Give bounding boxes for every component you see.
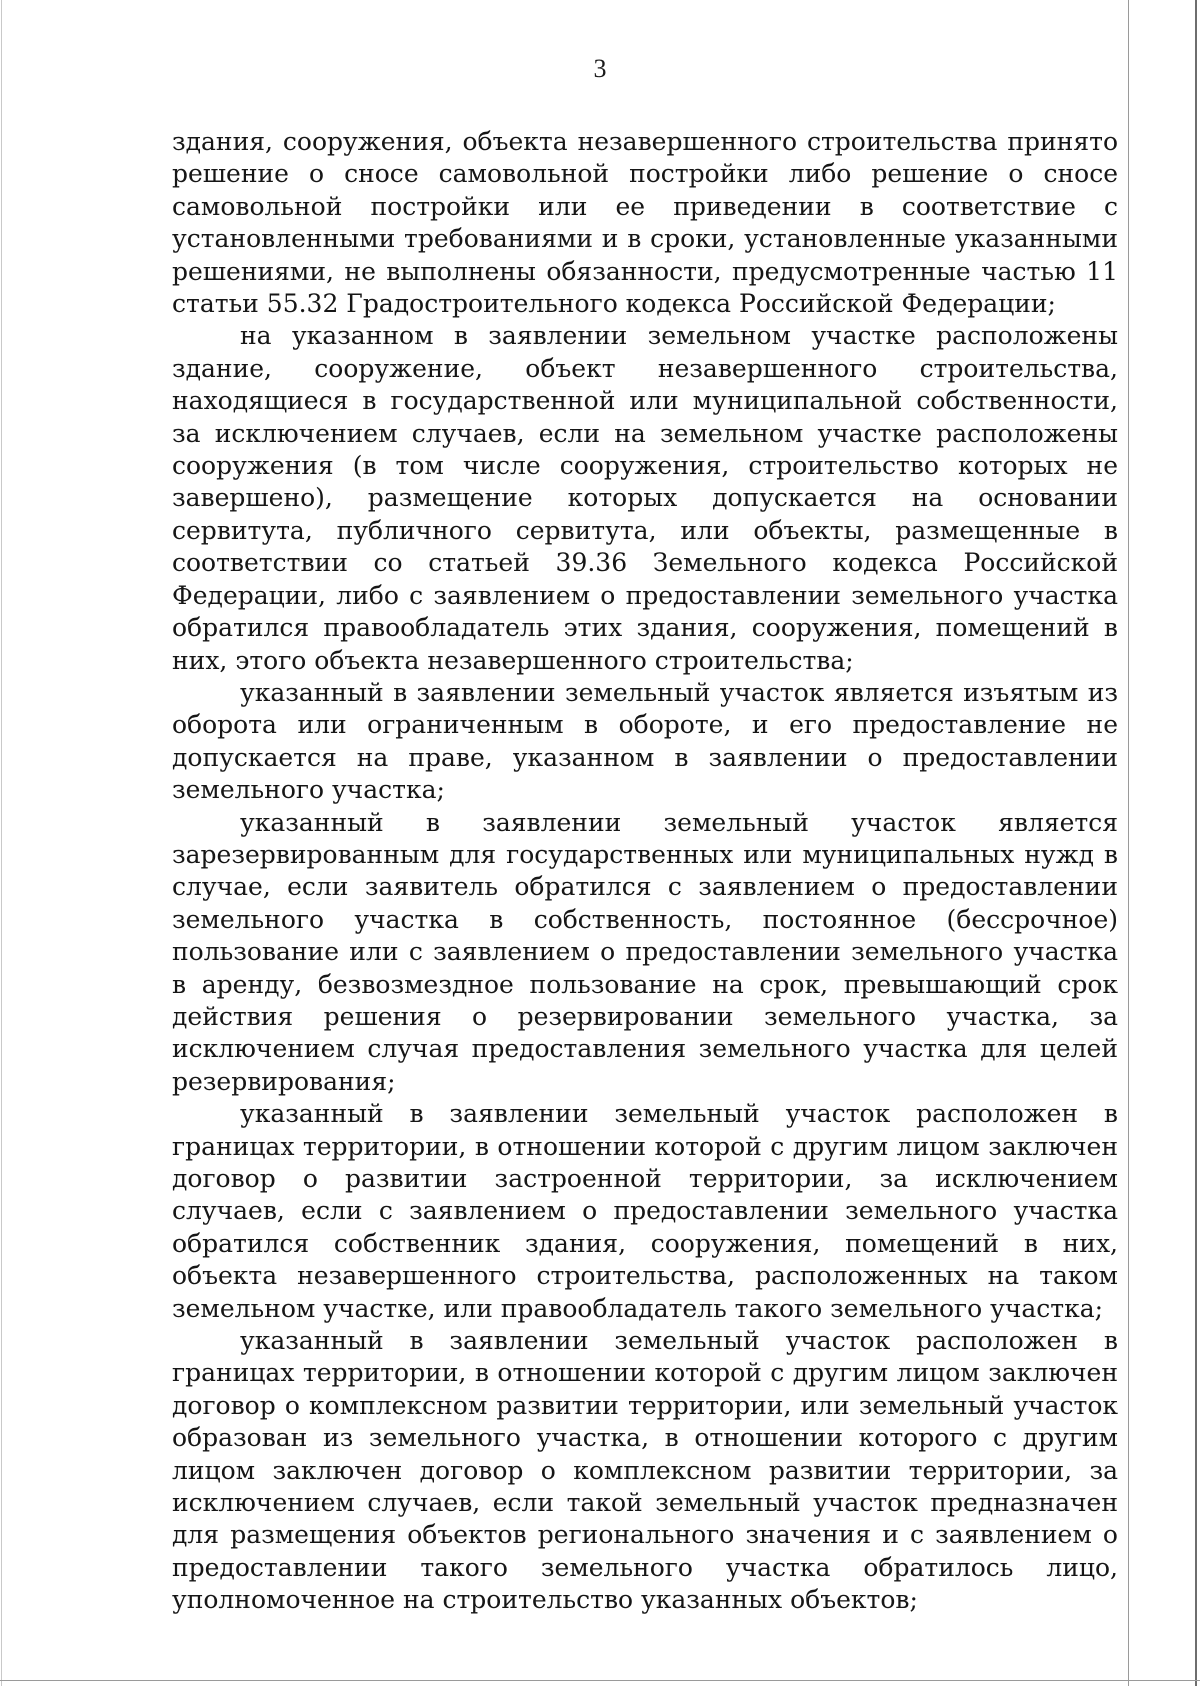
scan-edge-bottom: [0, 1680, 1200, 1681]
paragraph-buildings-state-property: на указанном в заявлении земельном участке расположены здание, сооружение, объект незавершенного строительства, находящиеся в государственной или муниципальной собственности, за исключением случаев, если на земельном участке расположены сооружения (в том числе сооружения, строительство которых не завершено), размещение которых допускается на основании сервитута, публичного сервитута, или объекты, размещенные в соответствии со статьей 39.36 Земельного кодекса Российской Федерации, либо с заявлением о предоставлении земельного участка обратился правообладатель этих здания, сооружения, помещений в них, этого объекта незавершенного строительства;: [172, 321, 1118, 675]
paragraph-built-up-territory-development: указанный в заявлении земельный участок расположен в границах территории, в отношении которой с другим лицом заключен договор о развитии застроенной территории, за исключением случаев, если с заявлением о предоставлении земельного участка обратился собственник здания, сооружения, помещений в них, объекта незавершенного строительства, расположенных на таком земельном участке, или правообладатель такого земельного участка;: [172, 1099, 1118, 1323]
paragraph-continuation: здания, сооружения, объекта незавершенного строительства принято решение о сносе самовольной постройки либо решение о сносе самовольной постройки или ее приведении в соответствие с установленными требованиями и в сроки, установленные указанными решениями, не выполнены обязанности, предусмотренные частью 11 статьи 55.32 Градостроительного кодекса Российской Федерации;: [172, 127, 1118, 319]
page-number: 3: [593, 54, 607, 83]
paragraph-reserved-land: указанный в заявлении земельный участок является зарезервированным для государственных или муниципальных нужд в случае, если заявитель обратился с заявлением о предоставлении земельного участка в собственность, постоянное (бессрочное) пользование или с заявлением о предоставлении земельного участка в аренду, безвозмездное пользование на срок, превышающий срок действия решения о резервировании земельного участка, за исключением случая предоставления земельного участка для целей резервирования;: [172, 807, 1118, 1096]
paragraph-complex-territory-development: указанный в заявлении земельный участок расположен в границах территории, в отношении которой с другим лицом заключен договор о комплексном развитии территории, или земельный участок образован из земельного участка, в отношении которого с другим лицом заключен договор о комплексном развитии территории, за исключением случаев, если такой земельный участок предназначен для размещения объектов регионального значения и с заявлением о предоставлении такого земельного участка обратилось лицо, уполномоченное на строительство указанных объектов;: [172, 1326, 1118, 1615]
scan-edge-left: [1, 0, 2, 1686]
scan-edge-right-outer: [1195, 0, 1197, 1686]
document-body: [172, 126, 1118, 1617]
scan-edge-right: [1128, 0, 1129, 1686]
paragraph-withdrawn-from-circulation: указанный в заявлении земельный участок является изъятым из оборота или ограниченным в обороте, и его предоставление не допускается на праве, указанном в заявлении о предоставлении земельного участка;: [172, 677, 1118, 805]
